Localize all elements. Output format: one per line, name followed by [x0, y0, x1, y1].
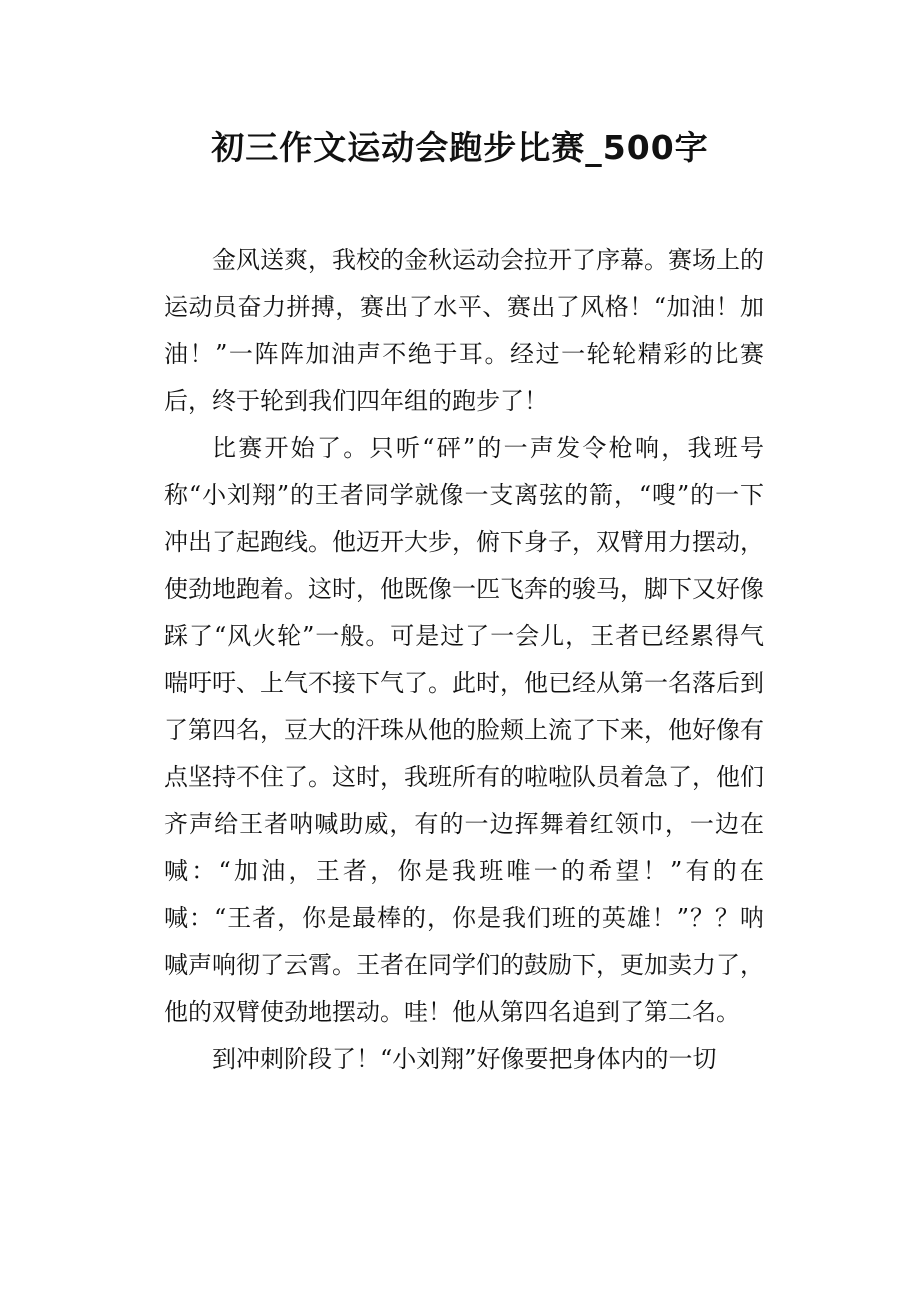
paragraph: 金风送爽，我校的金秋运动会拉开了序幕。赛场上的运动员奋力拼搏，赛出了水平、赛出了风格！“加油！加油！”一阵阵加油声不绝于耳。经过一轮轮精彩的比赛后，终于轮到我们四年组的跑步了！	[164, 246, 764, 415]
document-title: 初三作文运动会跑步比赛_500字	[211, 128, 709, 167]
paragraph: 比赛开始了。只听“砰”的一声发令枪响，我班号称“小刘翔”的王者同学就像一支离弦的箭，“嗖”的一下冲出了起跑线。他迈开大步，俯下身子，双臂用力摆动，使劲地跑着。这时，他既像一匹飞奔的骏马，脚下又好像踩了“风火轮”一般。可是过了一会儿，王者已经累得气喘吁吁、上气不接下气了。此时，他已经从第一名落后到了第四名，豆大的汗珠从他的脸颊上流了下来，他好像有点坚持不住了。这时，我班所有的啦啦队员着急了，他们齐声给王者呐喊助威，有的一边挥舞着红领巾，一边在喊：“加油，王者，你是我班唯一的希望！”有的在喊：“王者，你是最棒的，你是我们班的英雄！”？？呐喊声响彻了云霄。王者在同学们的鼓励下，更加卖力了，他的双臂使劲地摆动。哇！他从第四名追到了第二名。	[164, 434, 764, 1026]
paragraph: 到冲刺阶段了！“小刘翔”好像要把身体内的一切	[212, 1045, 717, 1073]
document-body	[164, 237, 764, 1083]
